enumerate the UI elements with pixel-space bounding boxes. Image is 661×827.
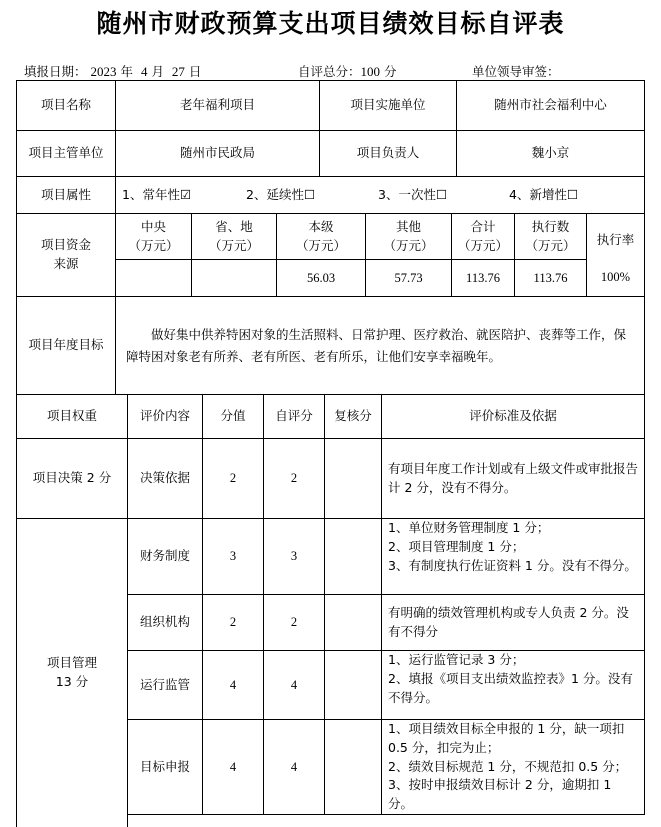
funding-header-executed-line2: （万元） [525, 237, 576, 253]
row-finance-criteria [381, 518, 645, 595]
eval-header-weight: 项目权重 [16, 394, 128, 439]
attribute-option-continuing: 2、延续性☐ [246, 186, 316, 202]
self-score-label: 自评总分： [298, 64, 361, 79]
page-title: 随州市财政预算支出项目绩效目标自评表 [96, 9, 565, 38]
funding-value-total: 113.76 [451, 259, 515, 297]
row-goal-declare-content: 目标申报 [127, 719, 203, 815]
row-finance-criteria-2: 2、项目管理制度 1 分； [388, 538, 525, 554]
owner-value: 魏小京 [456, 130, 645, 177]
fill-month-unit: 月 [151, 64, 164, 79]
owner-label: 项目负责人 [319, 130, 457, 177]
fill-year: 2023 [90, 64, 117, 79]
row-decision-self-score: 2 [263, 438, 325, 519]
row-decision-score: 2 [202, 438, 264, 519]
row-finance-recheck [324, 518, 382, 595]
funding-value-other: 57.73 [365, 259, 452, 297]
impl-unit-value: 随州市社会福利中心 [456, 80, 645, 131]
row-supervision-score: 4 [202, 650, 264, 720]
row-supervision-criteria-1: 1、运行监管记录 3 分； [388, 652, 525, 667]
funding-value-executed: 113.76 [514, 259, 587, 297]
funding-header-central-line2: （万元） [128, 237, 179, 253]
funding-header-total [451, 213, 515, 260]
eval-header-self-score: 自评分 [263, 394, 325, 439]
funding-header-total-line1: 合计 [470, 218, 496, 234]
row-finance-criteria-1: 1、单位财务管理制度 1 分； [388, 520, 550, 535]
row-organization-content: 组织机构 [127, 594, 203, 651]
funding-header-central [115, 213, 192, 260]
approval-label: 单位领导审签： [472, 64, 560, 79]
funding-header-province-line1: 省、地 [215, 218, 253, 234]
group-management-label-line1: 项目管理 [46, 655, 97, 671]
eval-header-score: 分值 [202, 394, 264, 439]
row-supervision-recheck [324, 650, 382, 720]
attribute-label: 项目属性 [16, 176, 116, 214]
row-goal-declare-self-score: 4 [263, 719, 325, 815]
row-goal-declare-criteria-3: 3、按时申报绩效目标计 2 分，逾期扣 1 分。 [388, 777, 612, 811]
eval-header-recheck: 复核分 [324, 394, 382, 439]
row-finance-score: 3 [202, 518, 264, 595]
row-goal-declare-score: 4 [202, 719, 264, 815]
row-finance-self-score: 3 [263, 518, 325, 595]
fill-date [24, 62, 201, 80]
funding-header-total-line2: （万元） [457, 237, 508, 253]
funding-header-executed [514, 213, 587, 260]
funding-header-other-line1: 其他 [395, 218, 421, 234]
row-goal-declare-criteria-1: 1、项目绩效目标全申报的 1 分，缺一项扣 0.5 分，扣完为止； [388, 721, 625, 755]
funding-header-other [365, 213, 452, 260]
row-goal-declare-criteria-2: 2、绩效目标规范 1 分，不规范扣 0.5 分； [388, 758, 628, 774]
funding-header-rate: 执行率 [586, 213, 645, 297]
fill-year-unit: 年 [120, 64, 133, 79]
impl-unit-label: 项目实施单位 [319, 80, 457, 131]
project-name-value: 老年福利项目 [115, 80, 320, 131]
row-decision-criteria: 有项目年度工作计划或有上级文件或审批报告计 2 分，没有不得分。 [381, 438, 645, 519]
self-score-total [298, 62, 397, 80]
funding-value-local: 56.03 [276, 259, 366, 297]
fill-date-label: 填报日期： [24, 64, 87, 79]
row-finance-criteria-3: 3、有制度执行佐证资料 1 分。没有不得分。 [388, 557, 637, 573]
self-score-unit: 分 [384, 64, 397, 79]
row-goal-declare-recheck [324, 719, 382, 815]
supervisor-value: 随州市民政局 [115, 130, 320, 177]
funding-source-label-line2: 来源 [53, 256, 79, 271]
group-decision-label: 项目决策 2 分 [16, 438, 128, 519]
fill-month: 4 [140, 64, 148, 79]
row-supervision-criteria [381, 650, 645, 720]
row-finance-content: 财务制度 [127, 518, 203, 595]
funding-header-local [276, 213, 366, 260]
funding-value-province [191, 259, 277, 297]
row-decision-recheck [324, 438, 382, 519]
eval-header-content: 评价内容 [127, 394, 203, 439]
eval-header-criteria: 评价标准及依据 [381, 394, 645, 439]
funding-value-central [115, 259, 192, 297]
attribute-option-new: 4、新增性☐ [509, 186, 579, 202]
funding-header-other-line2: （万元） [383, 237, 434, 253]
row-organization-recheck [324, 594, 382, 651]
row-supervision-content: 运行监管 [127, 650, 203, 720]
row-organization-score: 2 [202, 594, 264, 651]
funding-value-rate: 100% [586, 259, 645, 297]
self-score-value: 100 [360, 64, 381, 79]
fill-day: 27 [171, 64, 185, 79]
funding-header-province [191, 213, 277, 260]
row-supervision-criteria-2: 2、填报《项目支出绩效监控表》1 分。没有不得分。 [388, 670, 633, 705]
row-goal-declare-criteria [381, 719, 645, 815]
attribute-option-perennial: 1、常年性☑ [122, 186, 192, 202]
funding-header-central-line1: 中央 [140, 218, 166, 234]
attribute-options [115, 176, 645, 214]
funding-header-province-line2: （万元） [208, 237, 259, 253]
funding-source-label-line1: 项目资金 [40, 237, 91, 253]
funding-source-label [16, 213, 116, 297]
group-management-label-line2: 13 分 [55, 674, 89, 689]
funding-header-local-line2: （万元） [295, 237, 346, 253]
group-management-label [16, 518, 128, 827]
attribute-option-onetime: 3、一次性☐ [378, 186, 448, 202]
project-name-label: 项目名称 [16, 80, 116, 131]
funding-header-executed-line1: 执行数 [531, 218, 570, 234]
fill-day-unit: 日 [188, 64, 202, 79]
supervisor-label: 项目主管单位 [16, 130, 116, 177]
funding-header-local-line1: 本级 [308, 218, 334, 234]
row-decision-content: 决策依据 [127, 438, 203, 519]
annual-goal-label: 项目年度目标 [16, 296, 116, 395]
row-organization-criteria: 有明确的绩效管理机构或专人负责 2 分。没有不得分 [381, 594, 645, 651]
row-organization-self-score: 2 [263, 594, 325, 651]
row-supervision-self-score: 4 [263, 650, 325, 720]
annual-goal-text: 做好集中供养特困对象的生活照料、日常护理、医疗救治、就医陪护、丧葬等工作，保障特困对象老有所养、老有所医、老有所乐，让他们安享幸福晚年。 [115, 296, 645, 395]
